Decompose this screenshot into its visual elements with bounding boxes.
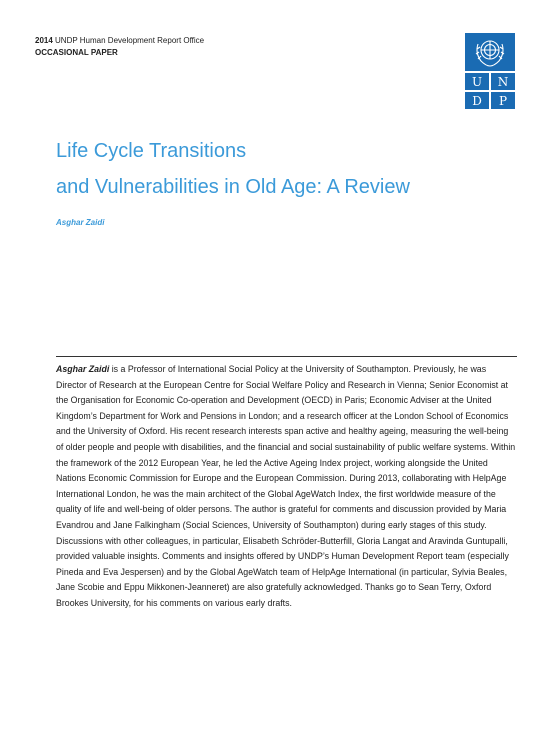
author-name: Asghar Zaidi <box>56 218 105 227</box>
header-office: UNDP Human Development Report Office <box>55 36 205 45</box>
logo-letter-u: U <box>465 73 489 90</box>
header-year: 2014 <box>35 36 53 45</box>
author-bio <box>56 362 517 612</box>
un-emblem-icon <box>465 33 515 71</box>
undp-logo <box>465 33 515 109</box>
logo-letter-d: D <box>465 92 489 109</box>
bio-text: is a Professor of International Social Policy at the University of Southampton. Previously, he was Director of Research at the European Centre for Social Welfare Policy and Research in Vienna; Senior Economist at the Organisation for Economic Co-operation and Development (OECD) in Paris; Economic Adviser at the United Kingdom’s Department for Work and Pensions in London; and a research officer at the London School of Economics and the University of Oxford. His recent research interests span active and healthy ageing, measuring the well-being of older people and people with disabilities, and the financial and social sustainability of public welfare systems. Within the framework of the 2012 European Year, he led the Active Ageing Index project, working alongside the United Nations Economic Commission for Europe and the European Commission. During 2013, collaborating with HelpAge International London, he was the main architect of the Global AgeWatch Index, the first worldwide measure of the quality of life and well-being of older persons. The author is grateful for comments and discussion provided by Maria Evandrou and Jane Falkingham (Social Sciences, University of Southampton) during early stages of this study. Discussions with other colleagues, in particular, Elisabeth Schröder-Butterfill, Gloria Langat and Aravinda Guntupalli, provided valuable insights. Comments and insights offered by UNDP’s Human Development Report team (especially Pineda and Eva Jespersen) and by the Global AgeWatch team of HelpAge International (in particular, Sylvia Beales, Jane Scobie and Eppu Mikkonen-Jeanneret) are also gratefully acknowledged. Thanks go to Sean Terry, Oxford Brookes University, for his comments on various early drafts. <box>56 364 516 608</box>
undp-letters <box>465 73 515 109</box>
header-office-line <box>35 36 204 45</box>
paper-title <box>56 133 496 205</box>
header-series: OCCASIONAL PAPER <box>35 48 118 57</box>
bio-lead-name: Asghar Zaidi <box>56 364 110 374</box>
logo-letter-p: P <box>491 92 515 109</box>
title-line-1: Life Cycle Transitions <box>56 140 247 162</box>
logo-letter-n: N <box>491 73 515 90</box>
section-divider <box>56 356 517 357</box>
title-line-2: and Vulnerabilities in Old Age: A Review <box>56 176 410 198</box>
